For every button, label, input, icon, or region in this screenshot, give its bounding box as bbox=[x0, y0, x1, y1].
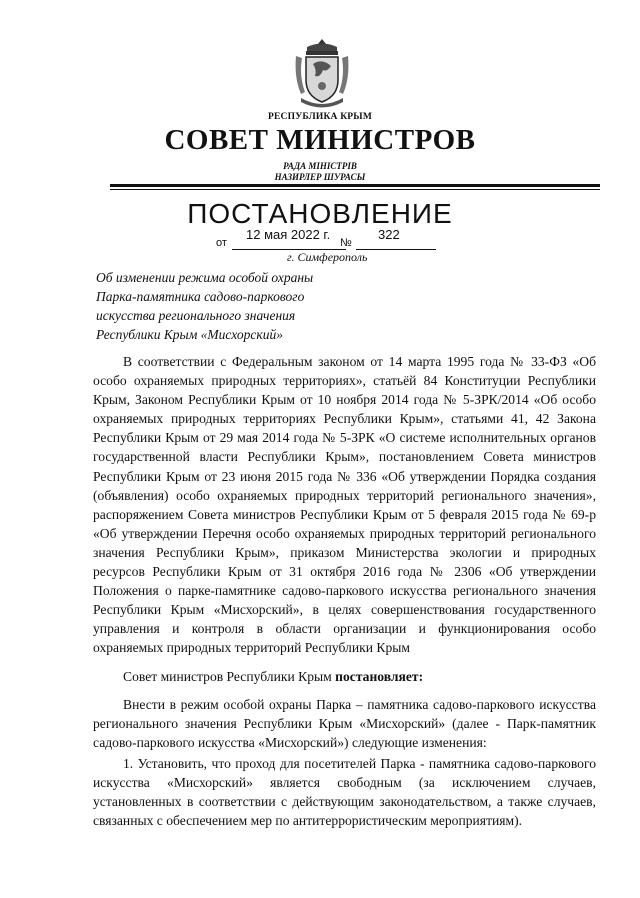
item-1-paragraph: 1. Установить, что проход для посетителей Парка - памятника садово-паркового искусства «Мисхорский» является свободным (за исключением случаев, установленных в соответствии с действующим законодательством, а также случаев, связанных с обеспечением мер по антитеррористическим мероприятиям). bbox=[93, 755, 596, 829]
number-label: № bbox=[340, 237, 352, 249]
header-divider-thick bbox=[110, 184, 600, 187]
subject-line: Парка-памятника садово-паркового bbox=[96, 289, 305, 304]
header-divider-thin bbox=[110, 189, 600, 190]
document-date: 12 мая 2022 г. bbox=[246, 227, 331, 242]
document-subject bbox=[96, 268, 416, 344]
council-title: СОВЕТ МИНИСТРОВ bbox=[164, 124, 476, 156]
date-label: от bbox=[216, 237, 227, 249]
resolves-paragraph bbox=[93, 667, 596, 686]
subject-line: искусства регионального значения bbox=[96, 308, 296, 323]
resolves-keyword: постановляет: bbox=[335, 668, 424, 684]
council-title-crimean-tatar: НАЗИРЛЕР ШУРАСЫ bbox=[274, 172, 366, 182]
resolves-text: Совет министров Республики Крым bbox=[123, 668, 336, 684]
document-body bbox=[93, 352, 596, 830]
document-number: 322 bbox=[378, 227, 400, 242]
intro-paragraph: Внести в режим особой охраны Парка – памятника садово-паркового искусства регионального значения Республики Крым «Мисхорский» (далее - Парк-памятник садово-паркового искусства «Мисхорский») следующие изменения: bbox=[93, 696, 596, 750]
subject-line: Об изменении режима особой охраны bbox=[96, 270, 314, 285]
city-name: г. Симферополь bbox=[287, 250, 368, 264]
preamble-paragraph: В соответствии с Федеральным законом от 14 марта 1995 года № 33-ФЗ «Об особо охраняемых природных территориях», статьёй 84 Конституции Республики Крым, Законом Республики Крым от 10 ноября 2014 года № 5-ЗРК/2014 «Об особо охраняемых природных территориях Республики Крым», статьями 41, 42 Закона Республики Крым от 29 мая 2014 года № 5-ЗРК «О системе исполнительных органов государственной власти Республики Крым», постановлением Совета министров Республики Крым от 23 июня 2015 года № 336 «Об утверждении Порядка создания (объявления) особо охраняемых природных территорий регионального значения», распоряжением Совета министров Республики Крым от 5 февраля 2015 года № 69-р «Об утверждении Перечня особо охраняемых природных территорий регионального значения Республики Крым», приказом Министерства экологии и природных ресурсов Республики Крым от 31 октября 2016 года № 2306 «Об утверждении Положения о парке-памятнике садово-паркового искусства регионального значения Республики Крым «Мисхорский», в целях совершенствования государственного управления и контроля в области организации и функционирования особо охраняемых природных территорий Республики Крым bbox=[93, 354, 596, 656]
document-type-title: ПОСТАНОВЛЕНИЕ bbox=[187, 198, 453, 229]
subject-line: Республики Крым «Мисхорский» bbox=[96, 327, 283, 342]
republic-name: РЕСПУБЛИКА КРЫМ bbox=[268, 112, 372, 122]
number-underline bbox=[356, 249, 436, 250]
council-title-ukrainian: РАДА МІНІСТРІВ bbox=[283, 161, 357, 171]
coat-of-arms-emblem bbox=[293, 38, 351, 110]
